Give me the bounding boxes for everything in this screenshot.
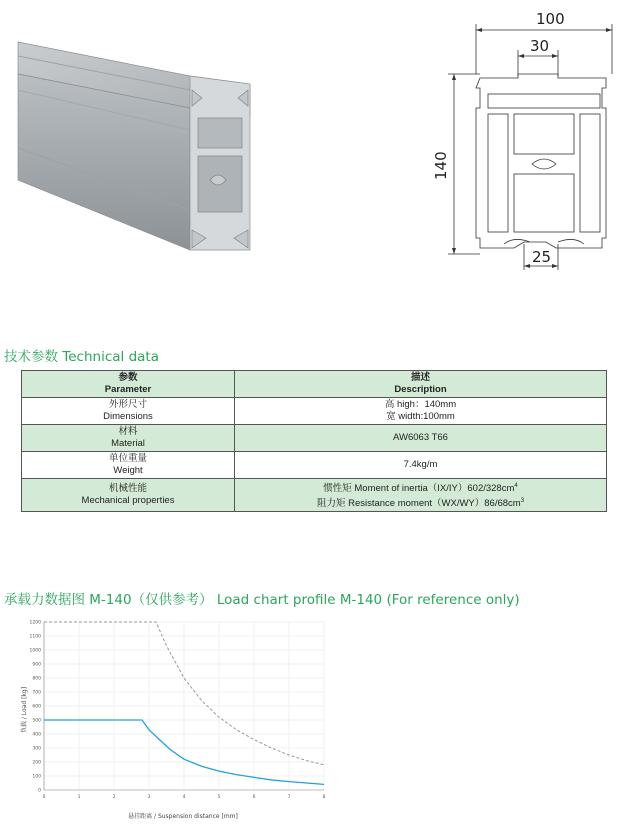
desc-cell: AW6063 T66 <box>235 425 607 452</box>
desc-line: 高 high：140mm <box>384 399 457 410</box>
desc-cell: 7.4kg/m <box>235 452 607 479</box>
x-tick-label: 7 <box>287 795 291 800</box>
dim-slot-top-label: 30 <box>530 37 550 55</box>
technical-data-title: 技术参数 Technical data <box>4 349 159 365</box>
param-cn: 外形尺寸 <box>108 399 147 410</box>
y-tick-label: 1100 <box>29 634 41 640</box>
profile-section-drawing <box>428 8 618 276</box>
dim-slot-bottom-label: 25 <box>532 248 552 266</box>
y-tick-label: 800 <box>32 676 41 682</box>
x-tick-label: 6 <box>252 795 256 800</box>
description-header <box>235 371 607 398</box>
param-cn: 单位重量 <box>108 453 147 464</box>
x-tick-label: 1 <box>77 795 81 800</box>
y-tick-label: 200 <box>32 760 41 766</box>
table-header-row <box>22 371 607 398</box>
x-tick-label: 0 <box>42 795 46 800</box>
y-tick-label: 1000 <box>29 648 41 654</box>
parameter-header-en: Parameter <box>104 384 152 395</box>
param-cn: 材料 <box>118 426 138 437</box>
desc-line <box>237 480 604 495</box>
x-tick-label: 4 <box>182 795 186 800</box>
chart-grid <box>44 622 324 790</box>
dim-height-label: 140 <box>432 151 450 180</box>
parameter-header-cn: 参数 <box>118 372 138 383</box>
desc-line: 宽 width:100mm <box>386 411 455 422</box>
y-tick-label: 0 <box>38 788 41 794</box>
y-tick-label: 1200 <box>29 620 41 626</box>
load-chart-title: 承载力数据图 M-140（仅供参考） Load chart profile M-140 (For reference only) <box>4 592 520 608</box>
param-en: Material <box>111 438 145 449</box>
desc-cell <box>235 479 607 512</box>
inertia-text: 惯性矩 Moment of inertia（IX/IY）602/328cm <box>323 483 515 495</box>
table-row <box>22 452 607 479</box>
param-en: Mechanical properties <box>81 495 175 507</box>
desc-cell <box>235 398 607 425</box>
resistance-unit-exponent: 3 <box>520 498 525 505</box>
x-tick-label: 8 <box>322 795 326 800</box>
param-en: Dimensions <box>103 411 153 422</box>
y-tick-label: 900 <box>32 662 41 668</box>
x-tick-label: 2 <box>112 795 116 800</box>
table-row <box>22 425 607 452</box>
y-tick-label: 100 <box>32 774 41 780</box>
x-axis-label: 悬挂距离 / Suspension distance [mm] <box>128 813 238 820</box>
description-header-en: Description <box>394 384 447 395</box>
description-header-cn: 描述 <box>410 372 430 383</box>
load-chart <box>18 612 338 822</box>
parameter-header <box>22 371 235 398</box>
inertia-unit-exponent: 4 <box>514 483 518 489</box>
y-tick-label: 400 <box>32 732 41 738</box>
table-row <box>22 479 607 512</box>
param-cell <box>22 452 235 479</box>
y-tick-label: 700 <box>32 690 41 696</box>
y-tick-label: 300 <box>32 746 41 752</box>
y-tick-label: 500 <box>32 718 41 724</box>
y-axis-label: 负载 / Load [kg] <box>21 686 28 734</box>
x-tick-label: 3 <box>147 795 151 800</box>
desc-line <box>237 495 604 510</box>
technical-data-table <box>21 370 607 512</box>
x-tick-labels <box>43 794 326 800</box>
x-tick-label: 5 <box>217 795 221 800</box>
profile-3d-image <box>14 30 269 255</box>
param-cn: 机械性能 <box>108 483 147 495</box>
table-row <box>22 398 607 425</box>
resistance-text: 阻力矩 Resistance moment（WX/WY）86/68cm <box>316 498 521 510</box>
y-tick-label: 600 <box>32 704 41 710</box>
param-cell <box>22 425 235 452</box>
param-cell <box>22 398 235 425</box>
y-tick-labels <box>30 620 42 794</box>
dim-width-label: 100 <box>536 10 565 28</box>
param-cell <box>22 479 235 512</box>
param-en: Weight <box>113 465 143 476</box>
